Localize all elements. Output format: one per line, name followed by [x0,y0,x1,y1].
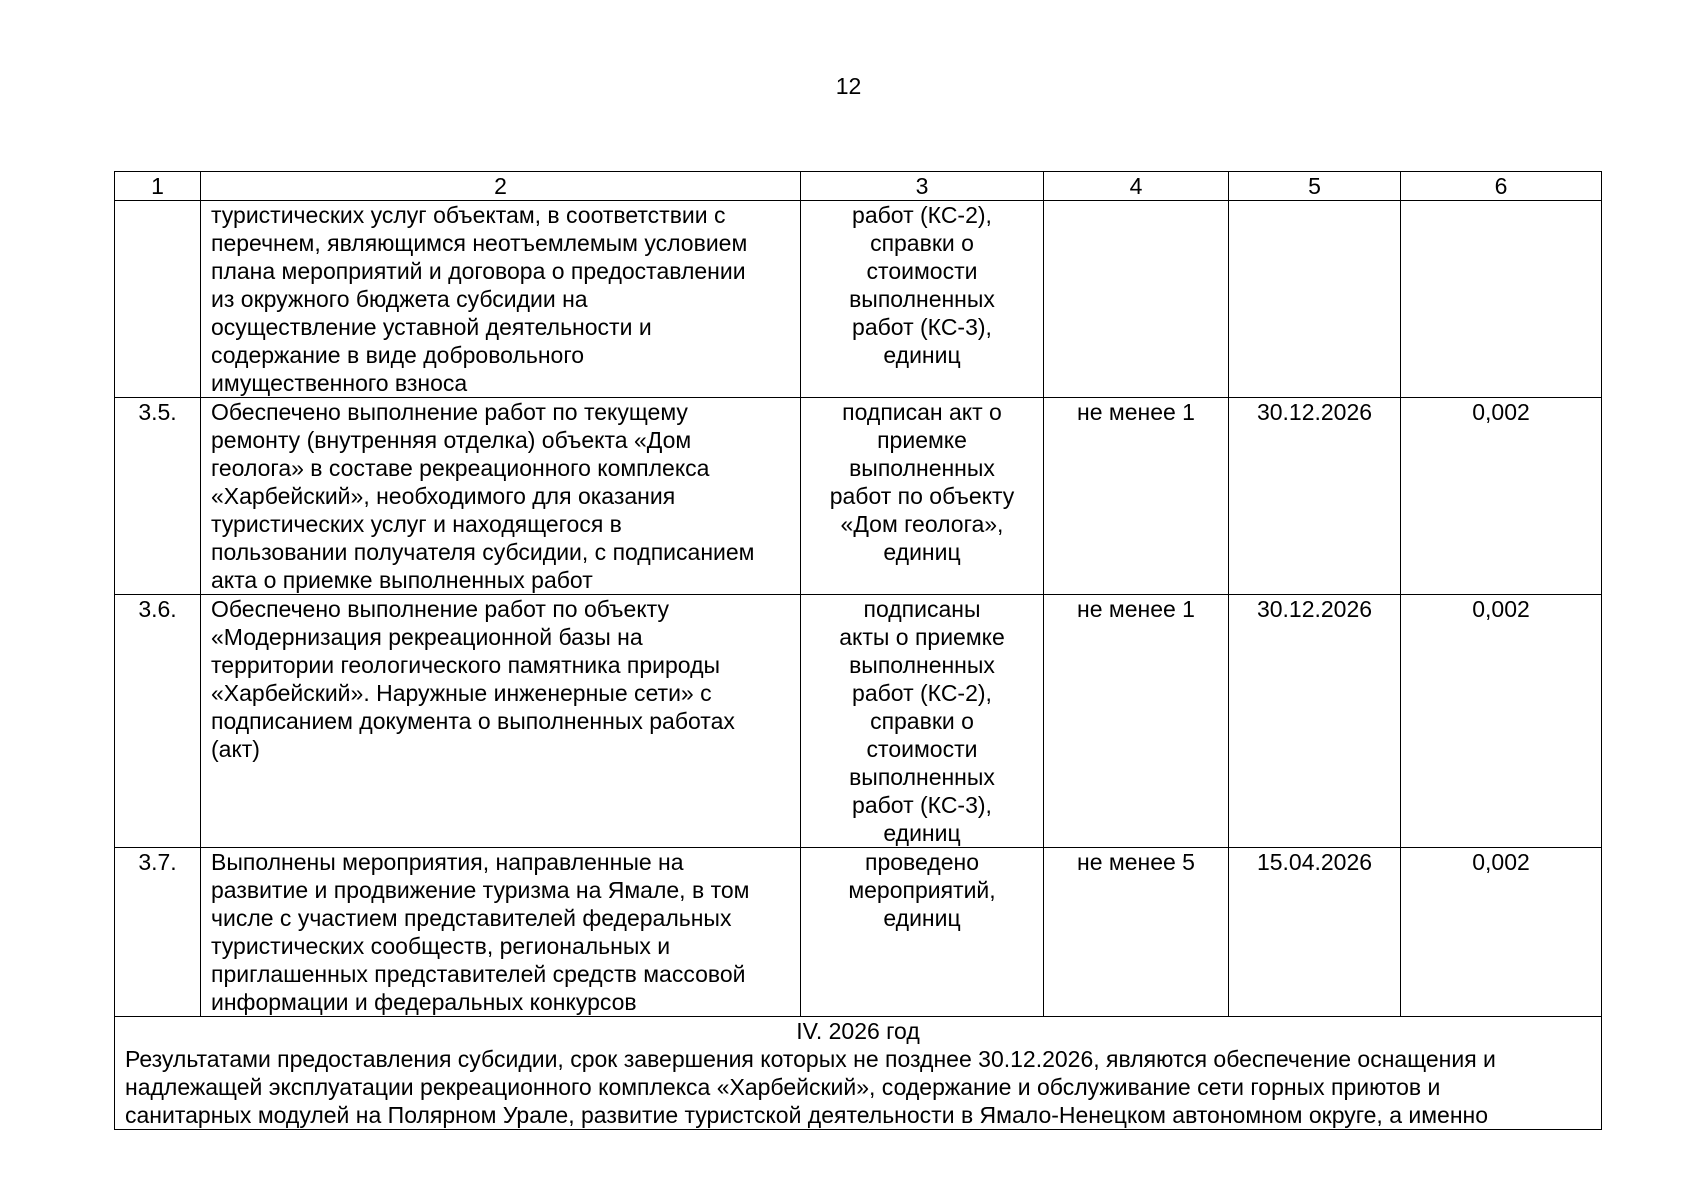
row-number: 3.6. [115,595,201,848]
row-number: 3.7. [115,848,201,1017]
row-indicator: подписаны акты о приемке выполненных работ (КС-2), справки о стоимости выполненных работ (КС-3), единиц [801,595,1044,848]
column-number: 3 [801,172,1044,201]
page-number: 12 [835,73,862,99]
row-description: Обеспечено выполнение работ по текущему ремонту (внутренняя отделка) объекта «Дом геолога» в составе рекреационного комплекса «Харбейский», необходимого для оказания туристических услуг и находящегося в пользовании получателя субсидии, с подписанием акта о приемке выполненных работ [201,398,801,595]
row-cost [1401,201,1602,398]
row-cost: 0,002 [1401,595,1602,848]
column-number: 6 [1401,172,1602,201]
row-indicator: работ (КС-2), справки о стоимости выполненных работ (КС-3), единиц [801,201,1044,398]
row-description: Выполнены мероприятия, направленные на развитие и продвижение туризма на Ямале, в том числе с участием представителей федеральных туристических сообществ, региональных и приглашенных представителей средств массовой информации и федеральных конкурсов [201,848,801,1017]
row-cost: 0,002 [1401,848,1602,1017]
section-title: IV. 2026 год [796,1018,920,1044]
row-date: 30.12.2026 [1229,398,1401,595]
row-number: 3.5. [115,398,201,595]
row-value: не менее 5 [1044,848,1229,1017]
row-cost: 0,002 [1401,398,1602,595]
column-number: 4 [1044,172,1229,201]
row-description: Обеспечено выполнение работ по объекту «Модернизация рекреационной базы на территории геологического памятника природы «Харбейский». Наружные инженерные сети» с подписанием документа о выполненных работах (акт) [201,595,801,848]
row-value: не менее 1 [1044,595,1229,848]
row-date [1229,201,1401,398]
table-row [115,398,1602,595]
row-value [1044,201,1229,398]
column-number: 2 [201,172,801,201]
row-date: 30.12.2026 [1229,595,1401,848]
table-row [115,595,1602,848]
row-indicator: подписан акт о приемке выполненных работ по объекту «Дом геолога», единиц [801,398,1044,595]
row-value: не менее 1 [1044,398,1229,595]
row-indicator: проведено мероприятий, единиц [801,848,1044,1017]
section-cell [115,1017,1602,1130]
section-row [115,1017,1602,1130]
table-row [115,848,1602,1017]
row-description: туристических услуг объектам, в соответствии с перечнем, являющимся неотъемлемым условием плана мероприятий и договора о предоставлении из окружного бюджета субсидии на осуществление уставной деятельности и содержание в виде добровольного имущественного взноса [201,201,801,398]
column-number: 1 [115,172,201,201]
column-number-row [115,172,1602,201]
row-number [115,201,201,398]
row-date: 15.04.2026 [1229,848,1401,1017]
section-text: Результатами предоставления субсидии, срок завершения которых не позднее 30.12.2026, являются обеспечение оснащения и надлежащей эксплуатации рекреационного комплекса «Харбейский», содержание и обслуживание сети горных приютов и санитарных модулей на Полярном Урале, развитие туристской деятельности в Ямало-Ненецком автономном округе, а именно [125,1046,1496,1128]
table-row [115,201,1602,398]
results-table [114,171,1602,1130]
column-number: 5 [1229,172,1401,201]
